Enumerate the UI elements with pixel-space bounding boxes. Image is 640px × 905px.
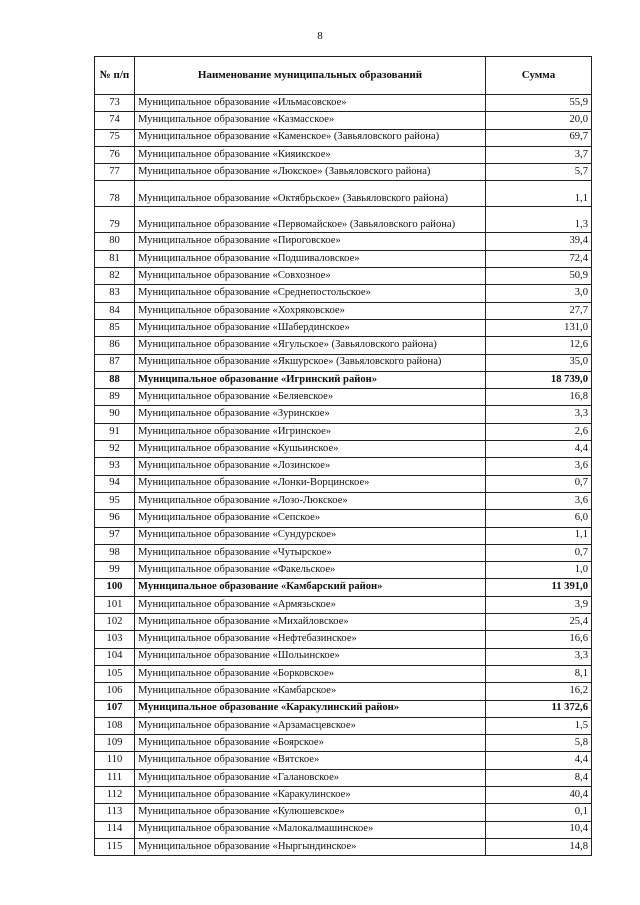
row-name: Муниципальное образование «Игринский район»: [135, 371, 486, 388]
row-number: 95: [95, 492, 135, 509]
row-number: 77: [95, 164, 135, 181]
table-row: [95, 302, 592, 319]
table-row: [95, 492, 592, 509]
table-row: [95, 475, 592, 492]
row-number: 104: [95, 648, 135, 665]
row-number: 110: [95, 752, 135, 769]
row-name: Муниципальное образование «Борковское»: [135, 665, 486, 682]
table-row: [95, 406, 592, 423]
row-sum: 1,1: [486, 527, 592, 544]
row-name: Муниципальное образование «Пироговское»: [135, 233, 486, 250]
row-number: 102: [95, 614, 135, 631]
table-row: [95, 354, 592, 371]
row-sum: 4,4: [486, 441, 592, 458]
table-row: [95, 700, 592, 717]
table-row: [95, 458, 592, 475]
table-row: [95, 786, 592, 803]
row-name: Муниципальное образование «Малокалмашинское»: [135, 821, 486, 838]
row-sum: 1,3: [486, 207, 592, 233]
table-row: [95, 423, 592, 440]
row-number: 98: [95, 544, 135, 561]
row-number: 105: [95, 665, 135, 682]
row-number: 109: [95, 735, 135, 752]
row-number: 106: [95, 683, 135, 700]
table-row: [95, 319, 592, 336]
table-row: [95, 441, 592, 458]
row-sum: 72,4: [486, 250, 592, 267]
row-sum: 0,7: [486, 475, 592, 492]
row-sum: 16,2: [486, 683, 592, 700]
row-name: Муниципальное образование «Люкское» (Завьяловского района): [135, 164, 486, 181]
row-sum: 0,1: [486, 804, 592, 821]
table-row: [95, 683, 592, 700]
row-sum: 1,0: [486, 562, 592, 579]
row-name: Муниципальное образование «Боярское»: [135, 735, 486, 752]
row-sum: 0,7: [486, 544, 592, 561]
row-name: Муниципальное образование «Ильмасовское»: [135, 95, 486, 112]
row-name: Муниципальное образование «Ягульское» (Завьяловского района): [135, 337, 486, 354]
row-number: 93: [95, 458, 135, 475]
table-row: [95, 631, 592, 648]
row-name: Муниципальное образование «Лонки-Ворцинское»: [135, 475, 486, 492]
row-sum: 6,0: [486, 510, 592, 527]
row-number: 82: [95, 268, 135, 285]
table-row: [95, 735, 592, 752]
row-name: Муниципальное образование «Совхозное»: [135, 268, 486, 285]
row-sum: 8,1: [486, 665, 592, 682]
row-sum: 1,5: [486, 717, 592, 734]
row-name: Муниципальное образование «Каменское» (Завьяловского района): [135, 129, 486, 146]
row-number: 79: [95, 207, 135, 233]
table-row: [95, 804, 592, 821]
row-name: Муниципальное образование «Беляевское»: [135, 389, 486, 406]
row-name: Муниципальное образование «Сепское»: [135, 510, 486, 527]
row-number: 92: [95, 441, 135, 458]
row-number: 101: [95, 596, 135, 613]
table-row: [95, 371, 592, 388]
row-sum: 11 391,0: [486, 579, 592, 596]
row-number: 89: [95, 389, 135, 406]
table-row: [95, 562, 592, 579]
table-row: [95, 112, 592, 129]
row-name: Муниципальное образование «Казмасское»: [135, 112, 486, 129]
row-sum: 25,4: [486, 614, 592, 631]
table-row: [95, 181, 592, 207]
row-number: 100: [95, 579, 135, 596]
table-row: [95, 250, 592, 267]
row-number: 86: [95, 337, 135, 354]
table-row: [95, 596, 592, 613]
row-sum: 3,6: [486, 458, 592, 475]
table-row: [95, 285, 592, 302]
header-number: № п/п: [95, 57, 135, 95]
row-name: Муниципальное образование «Лозинское»: [135, 458, 486, 475]
row-number: 111: [95, 769, 135, 786]
municipal-sums-table: [94, 56, 592, 856]
header-name: Наименование муниципальных образований: [135, 57, 486, 95]
table-row: [95, 527, 592, 544]
row-sum: 20,0: [486, 112, 592, 129]
row-name: Муниципальное образование «Лозо-Люкское»: [135, 492, 486, 509]
row-number: 114: [95, 821, 135, 838]
row-sum: 131,0: [486, 319, 592, 336]
row-number: 108: [95, 717, 135, 734]
row-sum: 27,7: [486, 302, 592, 319]
table-row: [95, 769, 592, 786]
table-row: [95, 648, 592, 665]
row-sum: 16,8: [486, 389, 592, 406]
row-number: 94: [95, 475, 135, 492]
row-name: Муниципальное образование «Ныргындинское»: [135, 838, 486, 855]
row-sum: 69,7: [486, 129, 592, 146]
row-sum: 3,3: [486, 406, 592, 423]
row-number: 115: [95, 838, 135, 855]
row-sum: 11 372,6: [486, 700, 592, 717]
row-number: 97: [95, 527, 135, 544]
row-sum: 18 739,0: [486, 371, 592, 388]
row-name: Муниципальное образование «Октябрьское» (Завьяловского района): [135, 181, 486, 207]
row-sum: 2,6: [486, 423, 592, 440]
row-sum: 16,6: [486, 631, 592, 648]
row-number: 112: [95, 786, 135, 803]
row-name: Муниципальное образование «Среднепостольское»: [135, 285, 486, 302]
row-name: Муниципальное образование «Вятское»: [135, 752, 486, 769]
row-number: 88: [95, 371, 135, 388]
row-name: Муниципальное образование «Шабердинское»: [135, 319, 486, 336]
header-sum: Сумма: [486, 57, 592, 95]
row-sum: 3,9: [486, 596, 592, 613]
row-sum: 55,9: [486, 95, 592, 112]
row-name: Муниципальное образование «Армязьское»: [135, 596, 486, 613]
row-number: 73: [95, 95, 135, 112]
table-row: [95, 337, 592, 354]
row-number: 107: [95, 700, 135, 717]
row-number: 99: [95, 562, 135, 579]
row-name: Муниципальное образование «Игринское»: [135, 423, 486, 440]
table-row: [95, 389, 592, 406]
row-sum: 3,6: [486, 492, 592, 509]
row-number: 76: [95, 146, 135, 163]
table-row: [95, 95, 592, 112]
row-name: Муниципальное образование «Каракулинский район»: [135, 700, 486, 717]
table-row: [95, 510, 592, 527]
row-number: 81: [95, 250, 135, 267]
row-number: 91: [95, 423, 135, 440]
row-sum: 10,4: [486, 821, 592, 838]
row-number: 80: [95, 233, 135, 250]
table-row: [95, 207, 592, 233]
row-number: 96: [95, 510, 135, 527]
row-number: 90: [95, 406, 135, 423]
table-row: [95, 164, 592, 181]
row-name: Муниципальное образование «Хохряковское»: [135, 302, 486, 319]
table-row: [95, 268, 592, 285]
row-sum: 35,0: [486, 354, 592, 371]
table-row: [95, 717, 592, 734]
row-name: Муниципальное образование «Подшиваловское»: [135, 250, 486, 267]
table-row: [95, 146, 592, 163]
table-row: [95, 614, 592, 631]
table-row: [95, 544, 592, 561]
row-name: Муниципальное образование «Галановское»: [135, 769, 486, 786]
table-row: [95, 129, 592, 146]
row-sum: 5,7: [486, 164, 592, 181]
row-name: Муниципальное образование «Чутырское»: [135, 544, 486, 561]
row-number: 74: [95, 112, 135, 129]
table-row: [95, 821, 592, 838]
row-sum: 3,0: [486, 285, 592, 302]
row-number: 83: [95, 285, 135, 302]
row-number: 85: [95, 319, 135, 336]
row-name: Муниципальное образование «Каракулинское»: [135, 786, 486, 803]
table-row: [95, 579, 592, 596]
row-name: Муниципальное образование «Сундурское»: [135, 527, 486, 544]
row-name: Муниципальное образование «Кулюшевское»: [135, 804, 486, 821]
row-sum: 3,3: [486, 648, 592, 665]
page-number: 8: [317, 30, 323, 42]
row-sum: 40,4: [486, 786, 592, 803]
row-sum: 12,6: [486, 337, 592, 354]
row-name: Муниципальное образование «Кушьинское»: [135, 441, 486, 458]
row-number: 103: [95, 631, 135, 648]
table-row: [95, 752, 592, 769]
row-name: Муниципальное образование «Камбарский район»: [135, 579, 486, 596]
row-number: 78: [95, 181, 135, 207]
row-sum: 1,1: [486, 181, 592, 207]
row-name: Муниципальное образование «Первомайское» (Завьяловского района): [135, 207, 486, 233]
row-number: 113: [95, 804, 135, 821]
row-name: Муниципальное образование «Камбарское»: [135, 683, 486, 700]
row-name: Муниципальное образование «Факельское»: [135, 562, 486, 579]
table-row: [95, 838, 592, 855]
table-header-row: [95, 57, 592, 95]
row-sum: 5,8: [486, 735, 592, 752]
row-name: Муниципальное образование «Зуринское»: [135, 406, 486, 423]
row-sum: 4,4: [486, 752, 592, 769]
row-number: 84: [95, 302, 135, 319]
row-number: 87: [95, 354, 135, 371]
row-sum: 50,9: [486, 268, 592, 285]
row-sum: 8,4: [486, 769, 592, 786]
table-row: [95, 233, 592, 250]
row-number: 75: [95, 129, 135, 146]
row-name: Муниципальное образование «Якшурское» (Завьяловского района): [135, 354, 486, 371]
row-name: Муниципальное образование «Шольинское»: [135, 648, 486, 665]
row-name: Муниципальное образование «Арзамасцевское»: [135, 717, 486, 734]
row-sum: 14,8: [486, 838, 592, 855]
row-name: Муниципальное образование «Нефтебазинское»: [135, 631, 486, 648]
row-name: Муниципальное образование «Кияикское»: [135, 146, 486, 163]
row-sum: 39,4: [486, 233, 592, 250]
table-row: [95, 665, 592, 682]
row-name: Муниципальное образование «Михайловское»: [135, 614, 486, 631]
row-sum: 3,7: [486, 146, 592, 163]
